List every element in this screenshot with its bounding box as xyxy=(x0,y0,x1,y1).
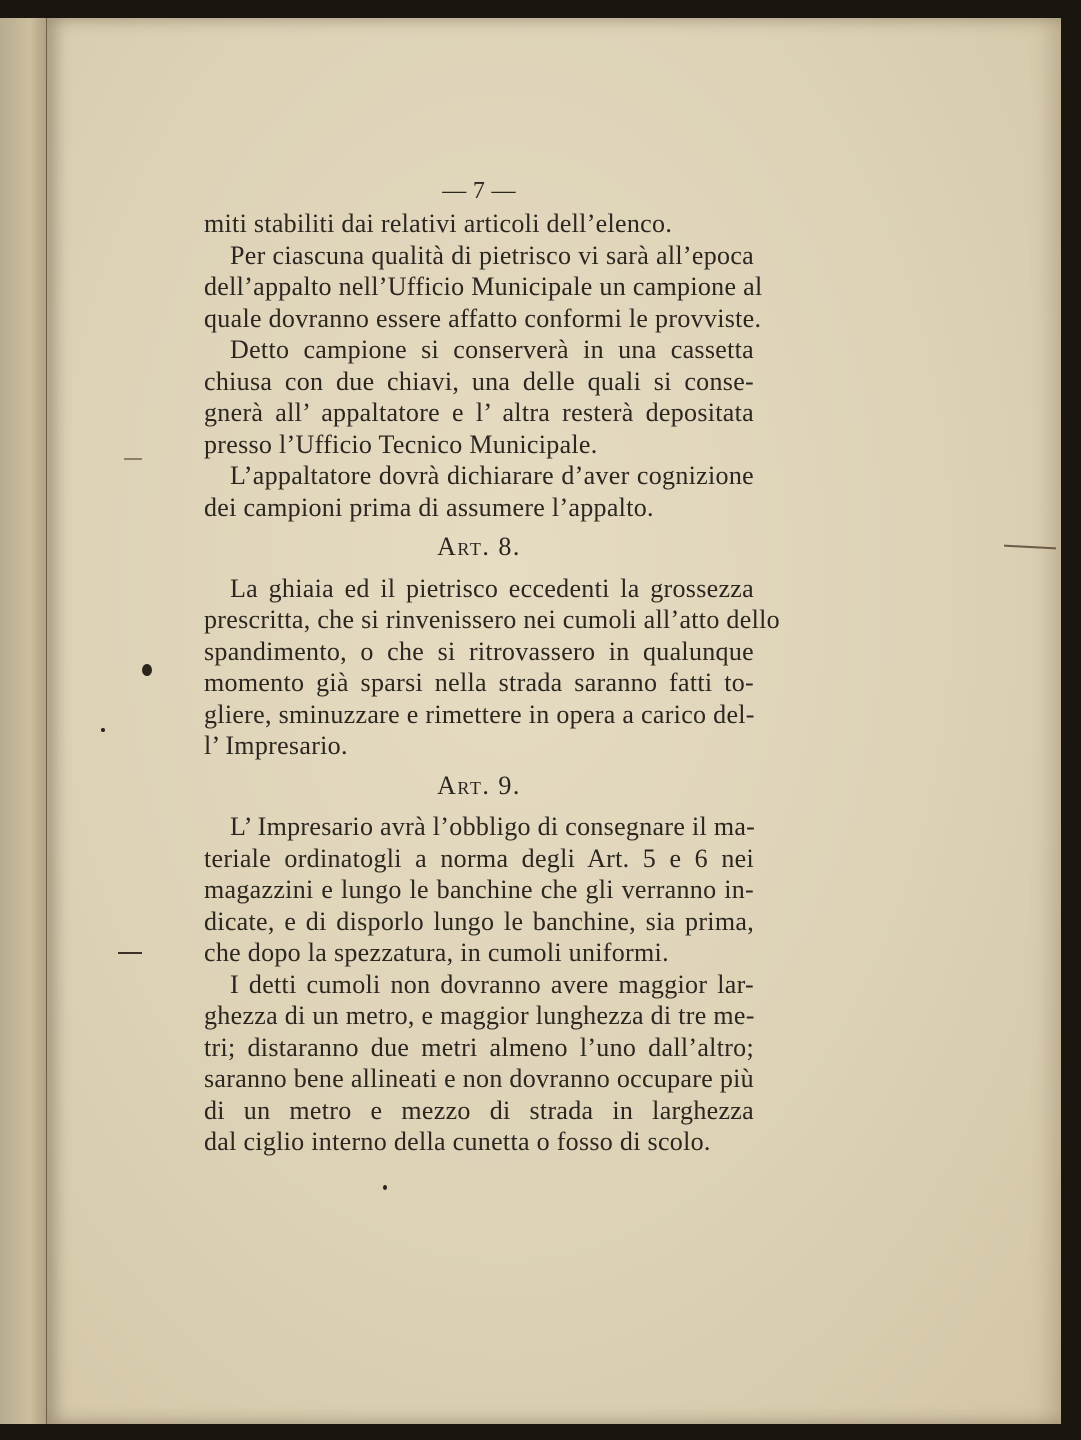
text-line: teriale ordinatogli a norma degli Art. 5 e 6 nei xyxy=(204,843,754,873)
text-column xyxy=(204,175,780,1158)
text-line: l’ Impresario. xyxy=(204,731,348,760)
ink-dot xyxy=(383,1185,387,1190)
text-line: momento già sparsi nella strada saranno fatti to- xyxy=(204,668,754,697)
paragraph xyxy=(204,460,754,523)
text-line: dicate, e di disporlo lungo le banchine, sia prima, xyxy=(204,906,754,936)
text-line: Per ciascuna qualità di pietrisco vi sarà all’epoca xyxy=(230,240,754,270)
binding-hole-mark xyxy=(124,458,142,460)
text-line: tri; distaranno due metri almeno l’uno dall’altro; xyxy=(204,1032,754,1062)
text-line: Detto campione si conserverà in una cassetta xyxy=(230,335,754,364)
article-heading: Art. 9. xyxy=(437,770,521,800)
text-line: saranno bene allineati e non dovranno occupare più xyxy=(204,1064,754,1093)
paragraph xyxy=(204,334,754,460)
paragraph xyxy=(204,573,780,762)
text-line: L’ Impresario avrà l’obbligo di consegnare il ma- xyxy=(230,812,756,841)
page-number: — 7 — xyxy=(442,178,516,204)
text-line: spandimento, o che si ritrovassero in qualunque xyxy=(204,636,754,666)
paragraph xyxy=(204,811,754,969)
text-line: dell’appalto nell’Ufficio Municipale un campione al xyxy=(204,272,763,301)
text-line: La ghiaia ed il pietrisco eccedenti la grossezza xyxy=(230,573,754,603)
text-line: gnerà all’ appaltatore e l’ altra resterà depositata xyxy=(204,398,754,427)
ink-dot xyxy=(101,728,105,732)
text-line: dal ciglio interno della cunetta o fosso di scolo. xyxy=(204,1127,711,1156)
text-line: prescritta, che si rinvenissero nei cumoli all’atto dello xyxy=(204,605,780,634)
text-line: chiusa con due chiavi, una delle quali si conse- xyxy=(204,366,754,396)
text-line: gliere, sminuzzare e rimettere in opera a carico del- xyxy=(204,699,755,729)
ink-blot xyxy=(142,664,152,676)
text-line: magazzini e lungo le banchine che gli verranno in- xyxy=(204,875,754,904)
text-line: ghezza di un metro, e maggior lunghezza di tre me- xyxy=(204,1001,755,1030)
paragraph xyxy=(204,240,763,335)
text-line: I detti cumoli non dovranno avere maggior lar- xyxy=(230,969,754,999)
text-line: quale dovranno essere affatto conformi le provviste. xyxy=(204,303,762,333)
text-line: L’appaltatore dovrà dichiarare d’aver cognizione xyxy=(230,461,754,490)
text-line: di un metro e mezzo di strada in larghezza xyxy=(204,1095,754,1125)
text-line: miti stabiliti dai relativi articoli dell’elenco. xyxy=(204,209,673,238)
article-heading: Art. 8. xyxy=(437,532,521,561)
binding-hole-mark xyxy=(118,952,142,954)
text-line: che dopo la spezzatura, in cumoli uniformi. xyxy=(204,938,669,967)
paragraph xyxy=(204,969,754,1158)
paragraph xyxy=(204,208,754,240)
text-line: presso l’Ufficio Tecnico Municipale. xyxy=(204,429,598,459)
text-line: dei campioni prima di assumere l’appalto. xyxy=(204,492,654,522)
facing-page-edge xyxy=(0,18,52,1424)
